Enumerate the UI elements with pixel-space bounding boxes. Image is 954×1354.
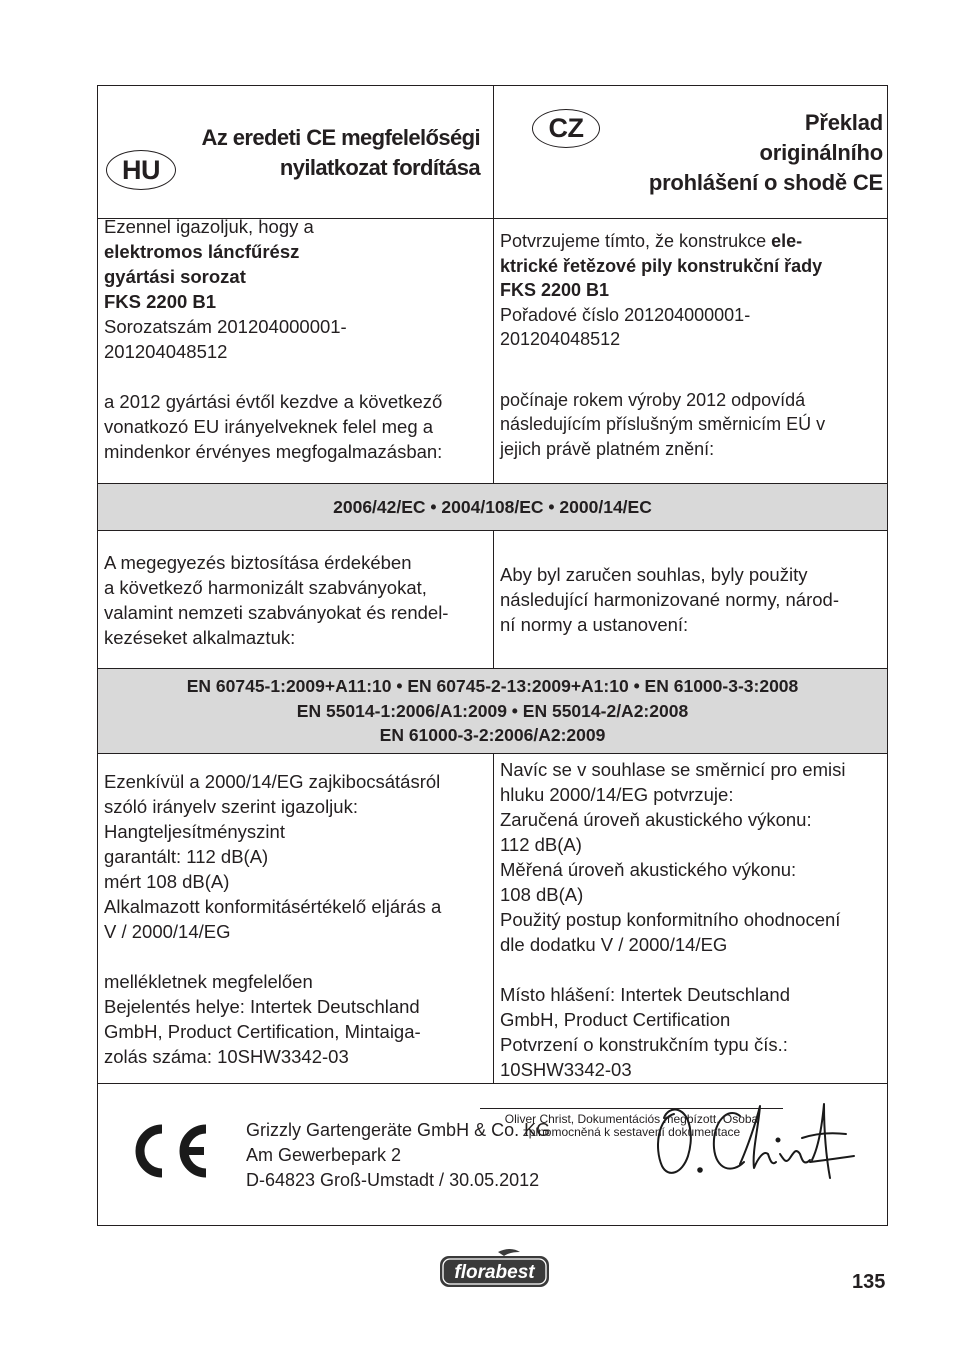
hu-product-block [104,214,489,464]
hu-serial: Sorozatszám 201204000001- [104,316,347,337]
cz-serial: 201204048512 [500,329,621,349]
cz-noise-block [500,757,886,1082]
cz-product-name: ele- [771,231,803,251]
hu-notified-line: GmbH, Product Certification, Mintaiga- [104,1021,421,1042]
hu-noise-line: V / 2000/14/EG [104,921,231,942]
hu-intro: Ezennel igazoljuk, hogy a [104,216,314,237]
cz-notified-line: Místo hlášení: Intertek Deutschland [500,984,790,1005]
hu-series-label: gyártási sorozat [104,266,246,287]
cz-intro: Potvrzujeme tímto, že konstrukce [500,231,772,251]
standards-line: EN 61000-3-2:2006/A2:2009 [379,725,606,745]
cz-noise-line: Měřená úroveň akustického výkonu: [500,859,797,880]
hu-standards-line: a következő harmonizált szabványokat, [104,577,427,598]
signatory-caption [480,1113,783,1139]
hu-standards-line: A megegyezés biztosítása érdekében [104,552,412,573]
hu-header-title [138,123,480,183]
hu-noise-line: mért 108 dB(A) [104,871,230,892]
company-city-date: D-64823 Groß-Umstadt / 30.05.2012 [246,1170,540,1190]
cz-notified-line: Potvrzení o konstrukčním typu čís.: [500,1034,788,1055]
cz-noise-line: Zaručená úroveň akustického výkonu: [500,809,812,830]
header-line: prohlášení o shodě CE [648,170,883,195]
cz-noise-line: 108 dB(A) [500,884,584,905]
cz-product-name: ktrické řetězové pily konstrukční řady [500,255,823,276]
cz-statement-line: jejich právě platném znění: [500,438,715,459]
header-line: originálního [759,140,883,165]
hu-serial: 201204048512 [104,341,228,362]
cz-noise-line: Navíc se v souhlase se směrnicí pro emisi [500,759,846,780]
signature-line [480,1108,783,1109]
hu-statement-line: a 2012 gyártási évtől kezdve a következő [104,391,443,412]
directives-text: 2006/42/EC • 2004/108/EC • 2000/14/EC [333,497,652,517]
cz-noise-line: hluku 2000/14/EG potvrzuje: [500,784,734,805]
handwritten-signature [648,1096,858,1188]
header-line: Az eredeti CE megfelelőségi [201,125,480,150]
standards-list [98,669,887,748]
cz-standards-line: následující harmonizované normy, národ- [500,589,839,610]
header-line: Překlad [804,110,883,135]
standards-line: EN 60745-1:2009+A11:10 • EN 60745-2-13:2009+A1:10 • EN 61000-3-3:2008 [186,676,799,696]
cz-noise-line: 112 dB(A) [500,834,582,855]
page-number: 135 [852,1271,886,1293]
directives-band [98,484,887,530]
hu-statement-line: mindenkor érvényes megfogalmazásban: [104,441,443,462]
hu-notified-line: zolás száma: 10SHW3342-03 [104,1046,349,1067]
hu-noise-line: Ezenkívül a 2000/14/EG zajkibocsátásról [104,771,441,792]
column-divider [493,86,494,483]
hu-notified-line: Bejelentés helye: Intertek Deutschland [104,996,420,1017]
brand-name: florabest [454,1262,535,1283]
hu-model: FKS 2200 B1 [104,291,217,312]
cz-standards-line: Aby byl zaručen souhlas, byly použity [500,564,808,585]
standards-line: EN 55014-1:2006/A1:2009 • EN 55014-2/A2:2008 [296,700,689,721]
hu-noise-line: garantált: 112 dB(A) [104,846,269,867]
cz-notified-line: GmbH, Product Certification [500,1009,731,1030]
cz-statement-line: následujícím příslušným směrnicím EÚ v [500,414,826,434]
hu-notified-line: mellékletnek megfelelően [104,971,313,992]
hu-statement-line: vonatkozó EU irányelveknek felel meg a [104,416,434,437]
hu-noise-block [104,769,489,1069]
cz-header-title [578,108,883,198]
ce-mark-icon [124,1121,214,1181]
cz-notified-line: 10SHW3342-03 [500,1059,632,1080]
cz-standards-line: ní normy a ustanovení: [500,614,689,635]
signatory-name: Oliver Christ, Dokumentációs megbízott, Osoba [504,1112,759,1126]
hu-standards-line: valamint nemzeti szabványokat és rendel- [104,602,449,623]
standards-band [98,669,887,753]
florabest-logo [438,1246,551,1289]
hu-standards-line: kezéseket alkalmaztuk: [104,627,296,648]
hu-noise-line: Hangteljesítményszint [104,821,285,842]
cz-statement-line: počínaje rokem výroby 2012 odpovídá [500,389,806,410]
hu-noise-line: szóló irányelv szerint igazoljuk: [104,796,358,817]
hu-noise-line: Alkalmazott konformitásértékelő eljárás a [104,896,442,917]
hu-standards-intro [104,550,489,650]
company-name: Grizzly Gartengeräte GmbH & Co. KG [246,1120,551,1140]
company-street: Am Gewerbepark 2 [246,1145,402,1165]
cz-language-badge: CZ [532,109,600,148]
declaration-table [97,85,888,1226]
signatory-role: zplnomocněná k sestavení dokumentace [522,1125,741,1139]
cz-model: FKS 2200 B1 [500,280,610,300]
hu-product-name: elektromos láncfűrész [104,241,300,262]
cz-noise-line: dle dodatku V / 2000/14/EG [500,934,728,955]
divider [98,1083,887,1084]
header-line: nyilatkozat fordítása [279,155,480,180]
cz-product-block [500,229,886,461]
cz-standards-intro [500,562,886,637]
cz-serial: Pořadové číslo 201204000001- [500,304,751,325]
cz-noise-line: Použitý postup konformitního ohodnocení [500,909,841,930]
column-divider [493,753,494,1083]
hu-language-badge: HU [106,150,176,190]
column-divider [493,530,494,668]
